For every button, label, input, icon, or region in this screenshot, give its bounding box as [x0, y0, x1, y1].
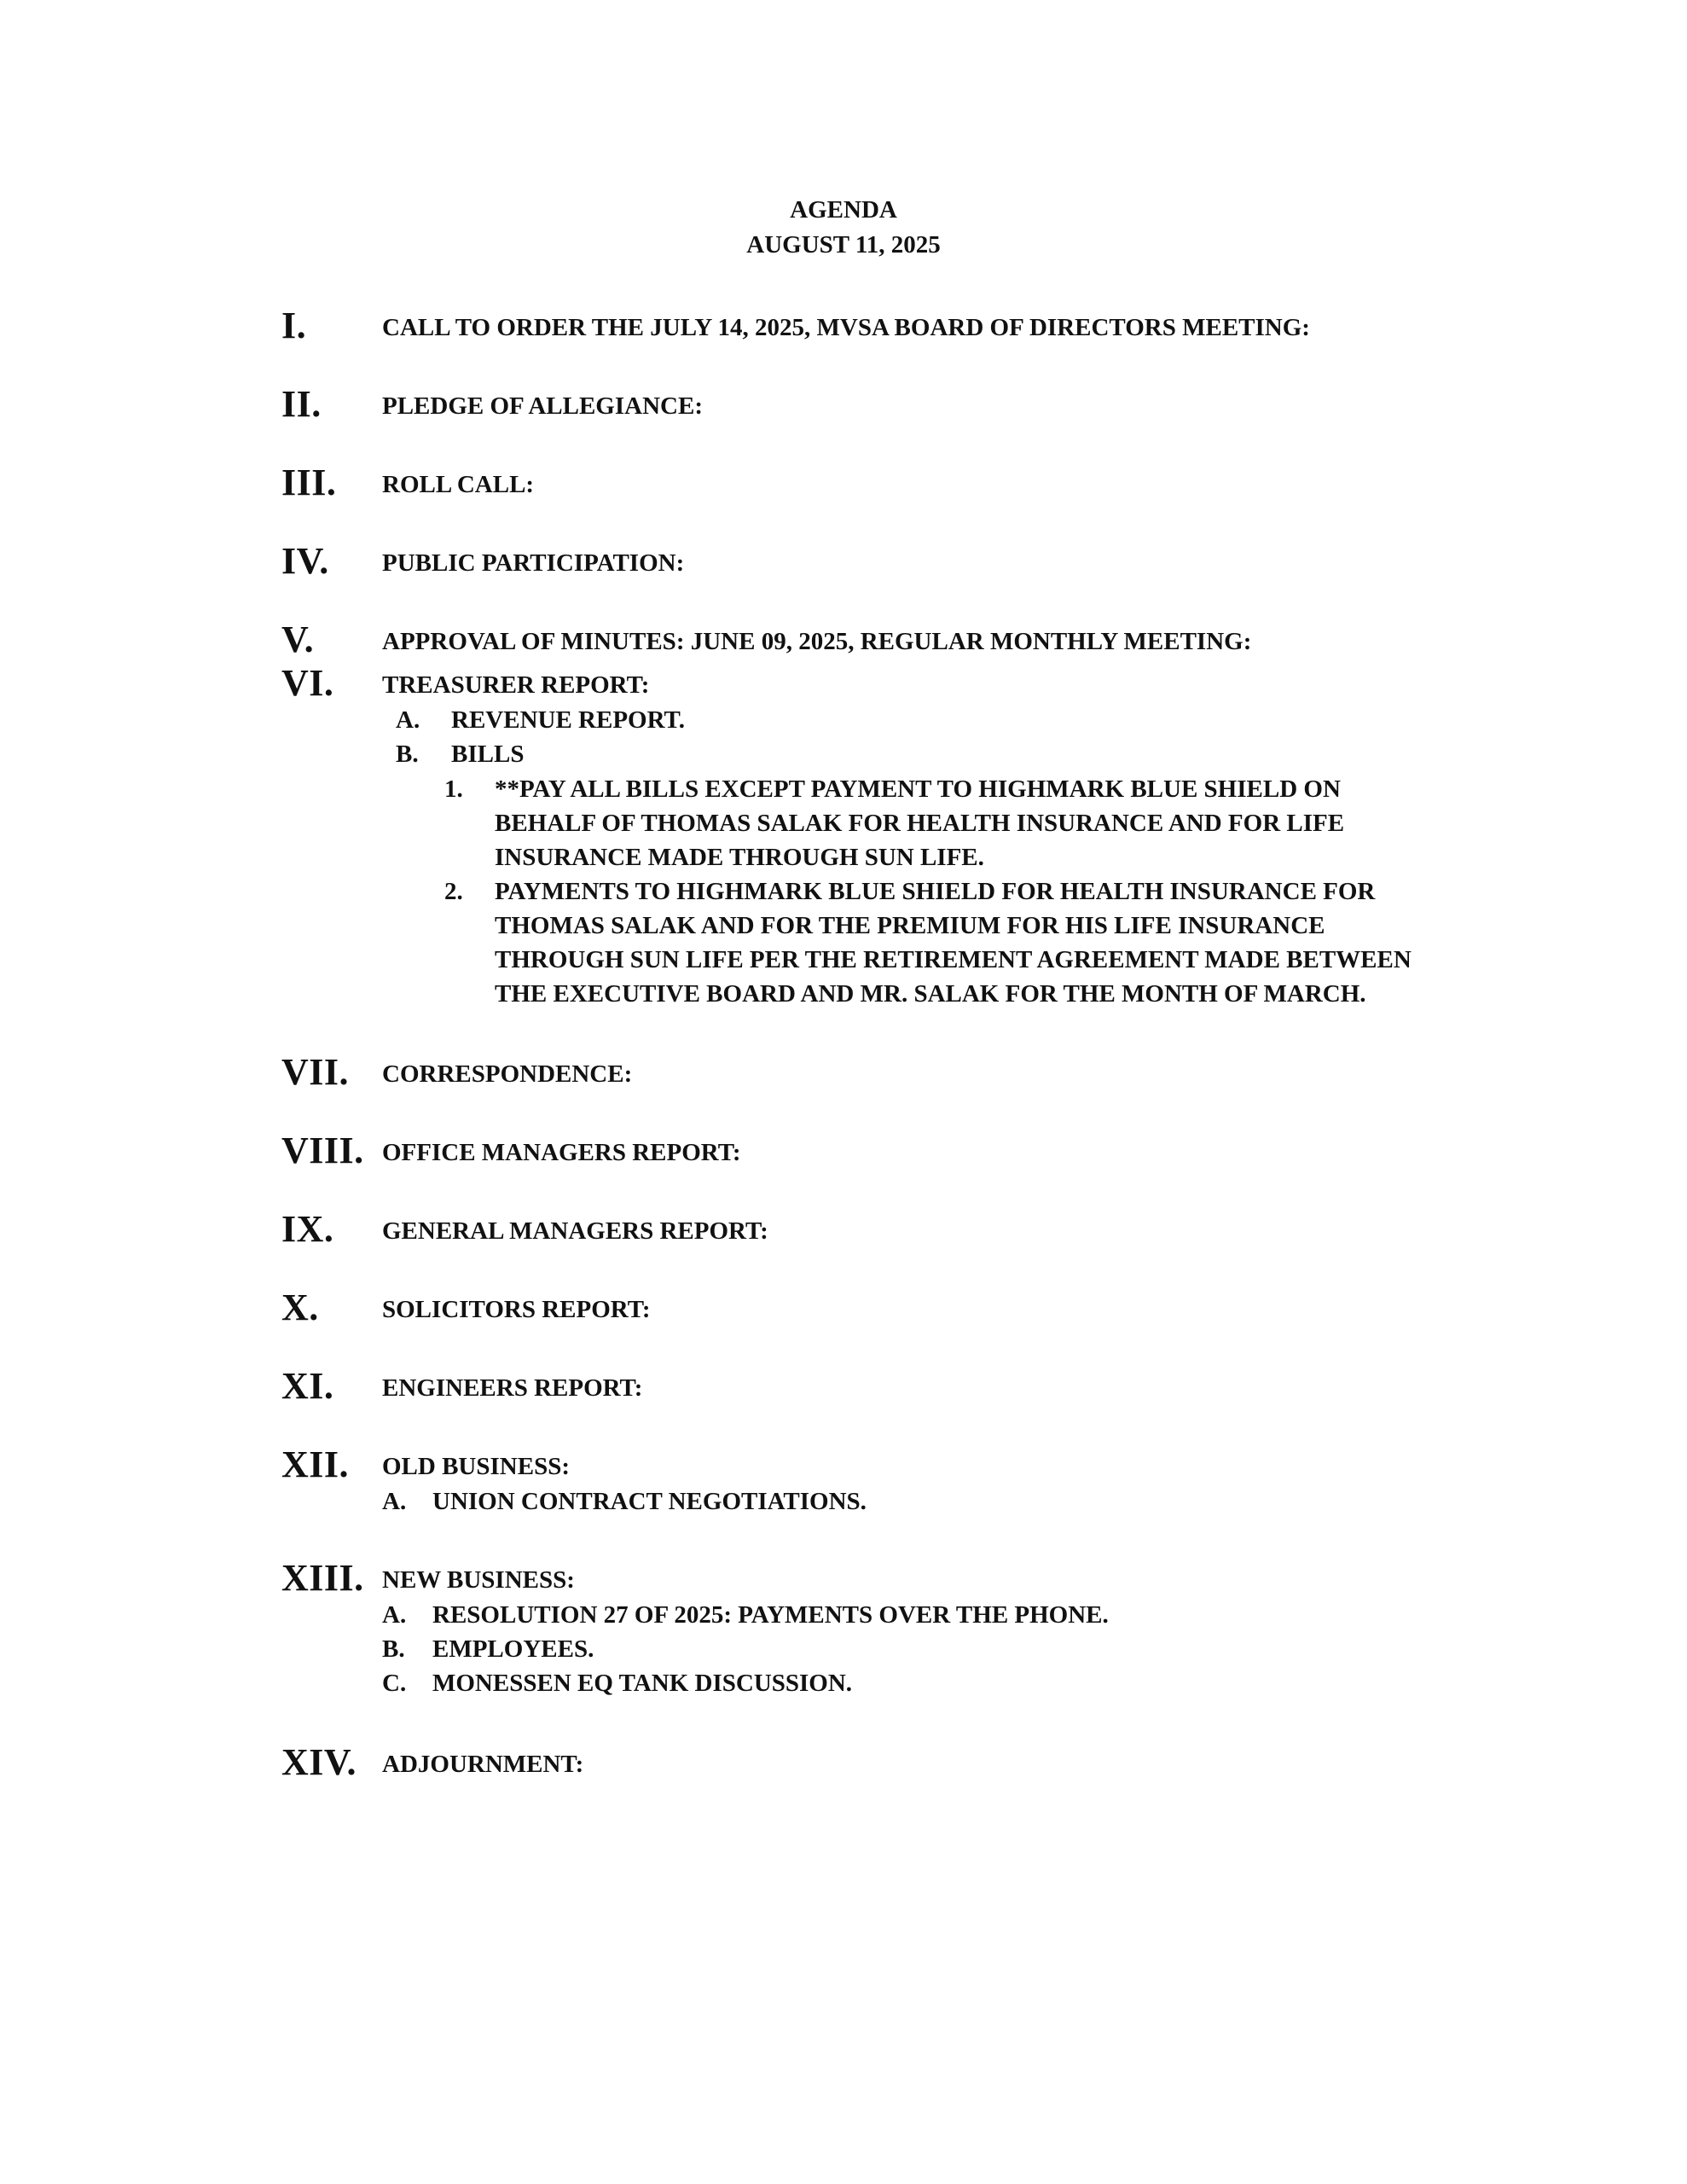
item-numeral: III.	[281, 462, 337, 503]
item-numeral: I.	[281, 305, 307, 346]
item-text: SOLICITORS REPORT:	[382, 1296, 651, 1323]
agenda-item-7	[0, 1051, 1687, 1101]
item-numeral: X.	[281, 1287, 319, 1328]
subitem-text: EMPLOYEES.	[432, 1635, 594, 1663]
item-numeral: VIII.	[281, 1130, 364, 1171]
item-text: CORRESPONDENCE:	[382, 1060, 633, 1088]
subitem-mark: A.	[396, 706, 420, 734]
item-numeral: VII.	[281, 1051, 350, 1093]
bill-line: THOMAS SALAK AND FOR THE PREMIUM FOR HIS LIFE INSURANCE	[495, 912, 1325, 939]
subitem-employees	[382, 1634, 405, 1664]
item-numeral: XI.	[281, 1365, 334, 1407]
item-text: ADJOURNMENT:	[382, 1751, 584, 1778]
subitem-mark: C.	[382, 1670, 407, 1697]
bill-line: **PAY ALL BILLS EXCEPT PAYMENT TO HIGHMARK BLUE SHIELD ON	[495, 775, 1341, 803]
subitem-eq-tank	[382, 1668, 406, 1699]
bill-line: THE EXECUTIVE BOARD AND MR. SALAK FOR THE MONTH OF MARCH.	[495, 980, 1366, 1008]
item-text: PLEDGE OF ALLEGIANCE:	[382, 392, 703, 420]
agenda-item-1	[0, 305, 1687, 355]
item-text: GENERAL MANAGERS REPORT:	[382, 1217, 768, 1245]
agenda-item-11	[0, 1365, 1687, 1415]
bill-line: INSURANCE MADE THROUGH SUN LIFE.	[495, 844, 984, 871]
bill-line: BEHALF OF THOMAS SALAK FOR HEALTH INSURANCE AND FOR LIFE	[495, 810, 1345, 837]
subitem-resolution-27	[382, 1600, 406, 1630]
item-text: APPROVAL OF MINUTES: JUNE 09, 2025, REGULAR MONTHLY MEETING:	[382, 628, 1252, 655]
agenda-item-14	[0, 1741, 1687, 1792]
item-numeral: XIV.	[281, 1741, 357, 1783]
subsub-mark: 1.	[444, 775, 463, 803]
item-text: OFFICE MANAGERS REPORT:	[382, 1139, 741, 1166]
agenda-date: AUGUST 11, 2025	[746, 231, 941, 258]
item-numeral: IV.	[281, 540, 329, 582]
item-text: OLD BUSINESS:	[382, 1453, 570, 1480]
subsub-mark: 2.	[444, 878, 463, 905]
subitem-mark: B.	[382, 1635, 405, 1663]
subitem-text: REVENUE REPORT.	[451, 706, 685, 734]
item-numeral: XIII.	[281, 1557, 364, 1599]
agenda-item-3	[0, 462, 1687, 512]
item-text: PUBLIC PARTICIPATION:	[382, 549, 685, 577]
agenda-item-4	[0, 540, 1687, 590]
subitem-text: BILLS	[451, 741, 525, 768]
subitem-bills	[396, 739, 419, 770]
subitem-revenue-report	[396, 705, 420, 735]
item-text: NEW BUSINESS:	[382, 1566, 575, 1594]
item-numeral: XII.	[281, 1443, 350, 1485]
agenda-item-8	[0, 1130, 1687, 1180]
subitem-union-contract	[382, 1486, 406, 1517]
subitem-mark: A.	[382, 1488, 407, 1515]
item-text: ENGINEERS REPORT:	[382, 1374, 643, 1402]
subitem-mark: B.	[396, 741, 419, 768]
agenda-item-10	[0, 1287, 1687, 1337]
item-numeral: IX.	[281, 1208, 334, 1250]
agenda-item-5	[0, 619, 1687, 669]
agenda-title: AGENDA	[790, 196, 897, 224]
subitem-mark: A.	[382, 1601, 407, 1629]
subitem-text: RESOLUTION 27 OF 2025: PAYMENTS OVER THE PHONE.	[432, 1601, 1109, 1629]
item-text: TREASURER REPORT:	[382, 671, 650, 699]
item-text: ROLL CALL:	[382, 471, 535, 498]
item-numeral: II.	[281, 383, 322, 425]
subitem-text: UNION CONTRACT NEGOTIATIONS.	[432, 1488, 867, 1515]
bill-line: PAYMENTS TO HIGHMARK BLUE SHIELD FOR HEALTH INSURANCE FOR	[495, 878, 1376, 905]
bill-line: THROUGH SUN LIFE PER THE RETIREMENT AGREEMENT MADE BETWEEN	[495, 946, 1412, 973]
agenda-item-6	[0, 662, 1687, 712]
item-numeral: VI.	[281, 662, 334, 704]
subitem-text: MONESSEN EQ TANK DISCUSSION.	[432, 1670, 853, 1697]
agenda-item-2	[0, 383, 1687, 433]
item-numeral: V.	[281, 619, 315, 660]
agenda-item-9	[0, 1208, 1687, 1258]
item-text: CALL TO ORDER THE JULY 14, 2025, MVSA BOARD OF DIRECTORS MEETING:	[382, 314, 1310, 341]
